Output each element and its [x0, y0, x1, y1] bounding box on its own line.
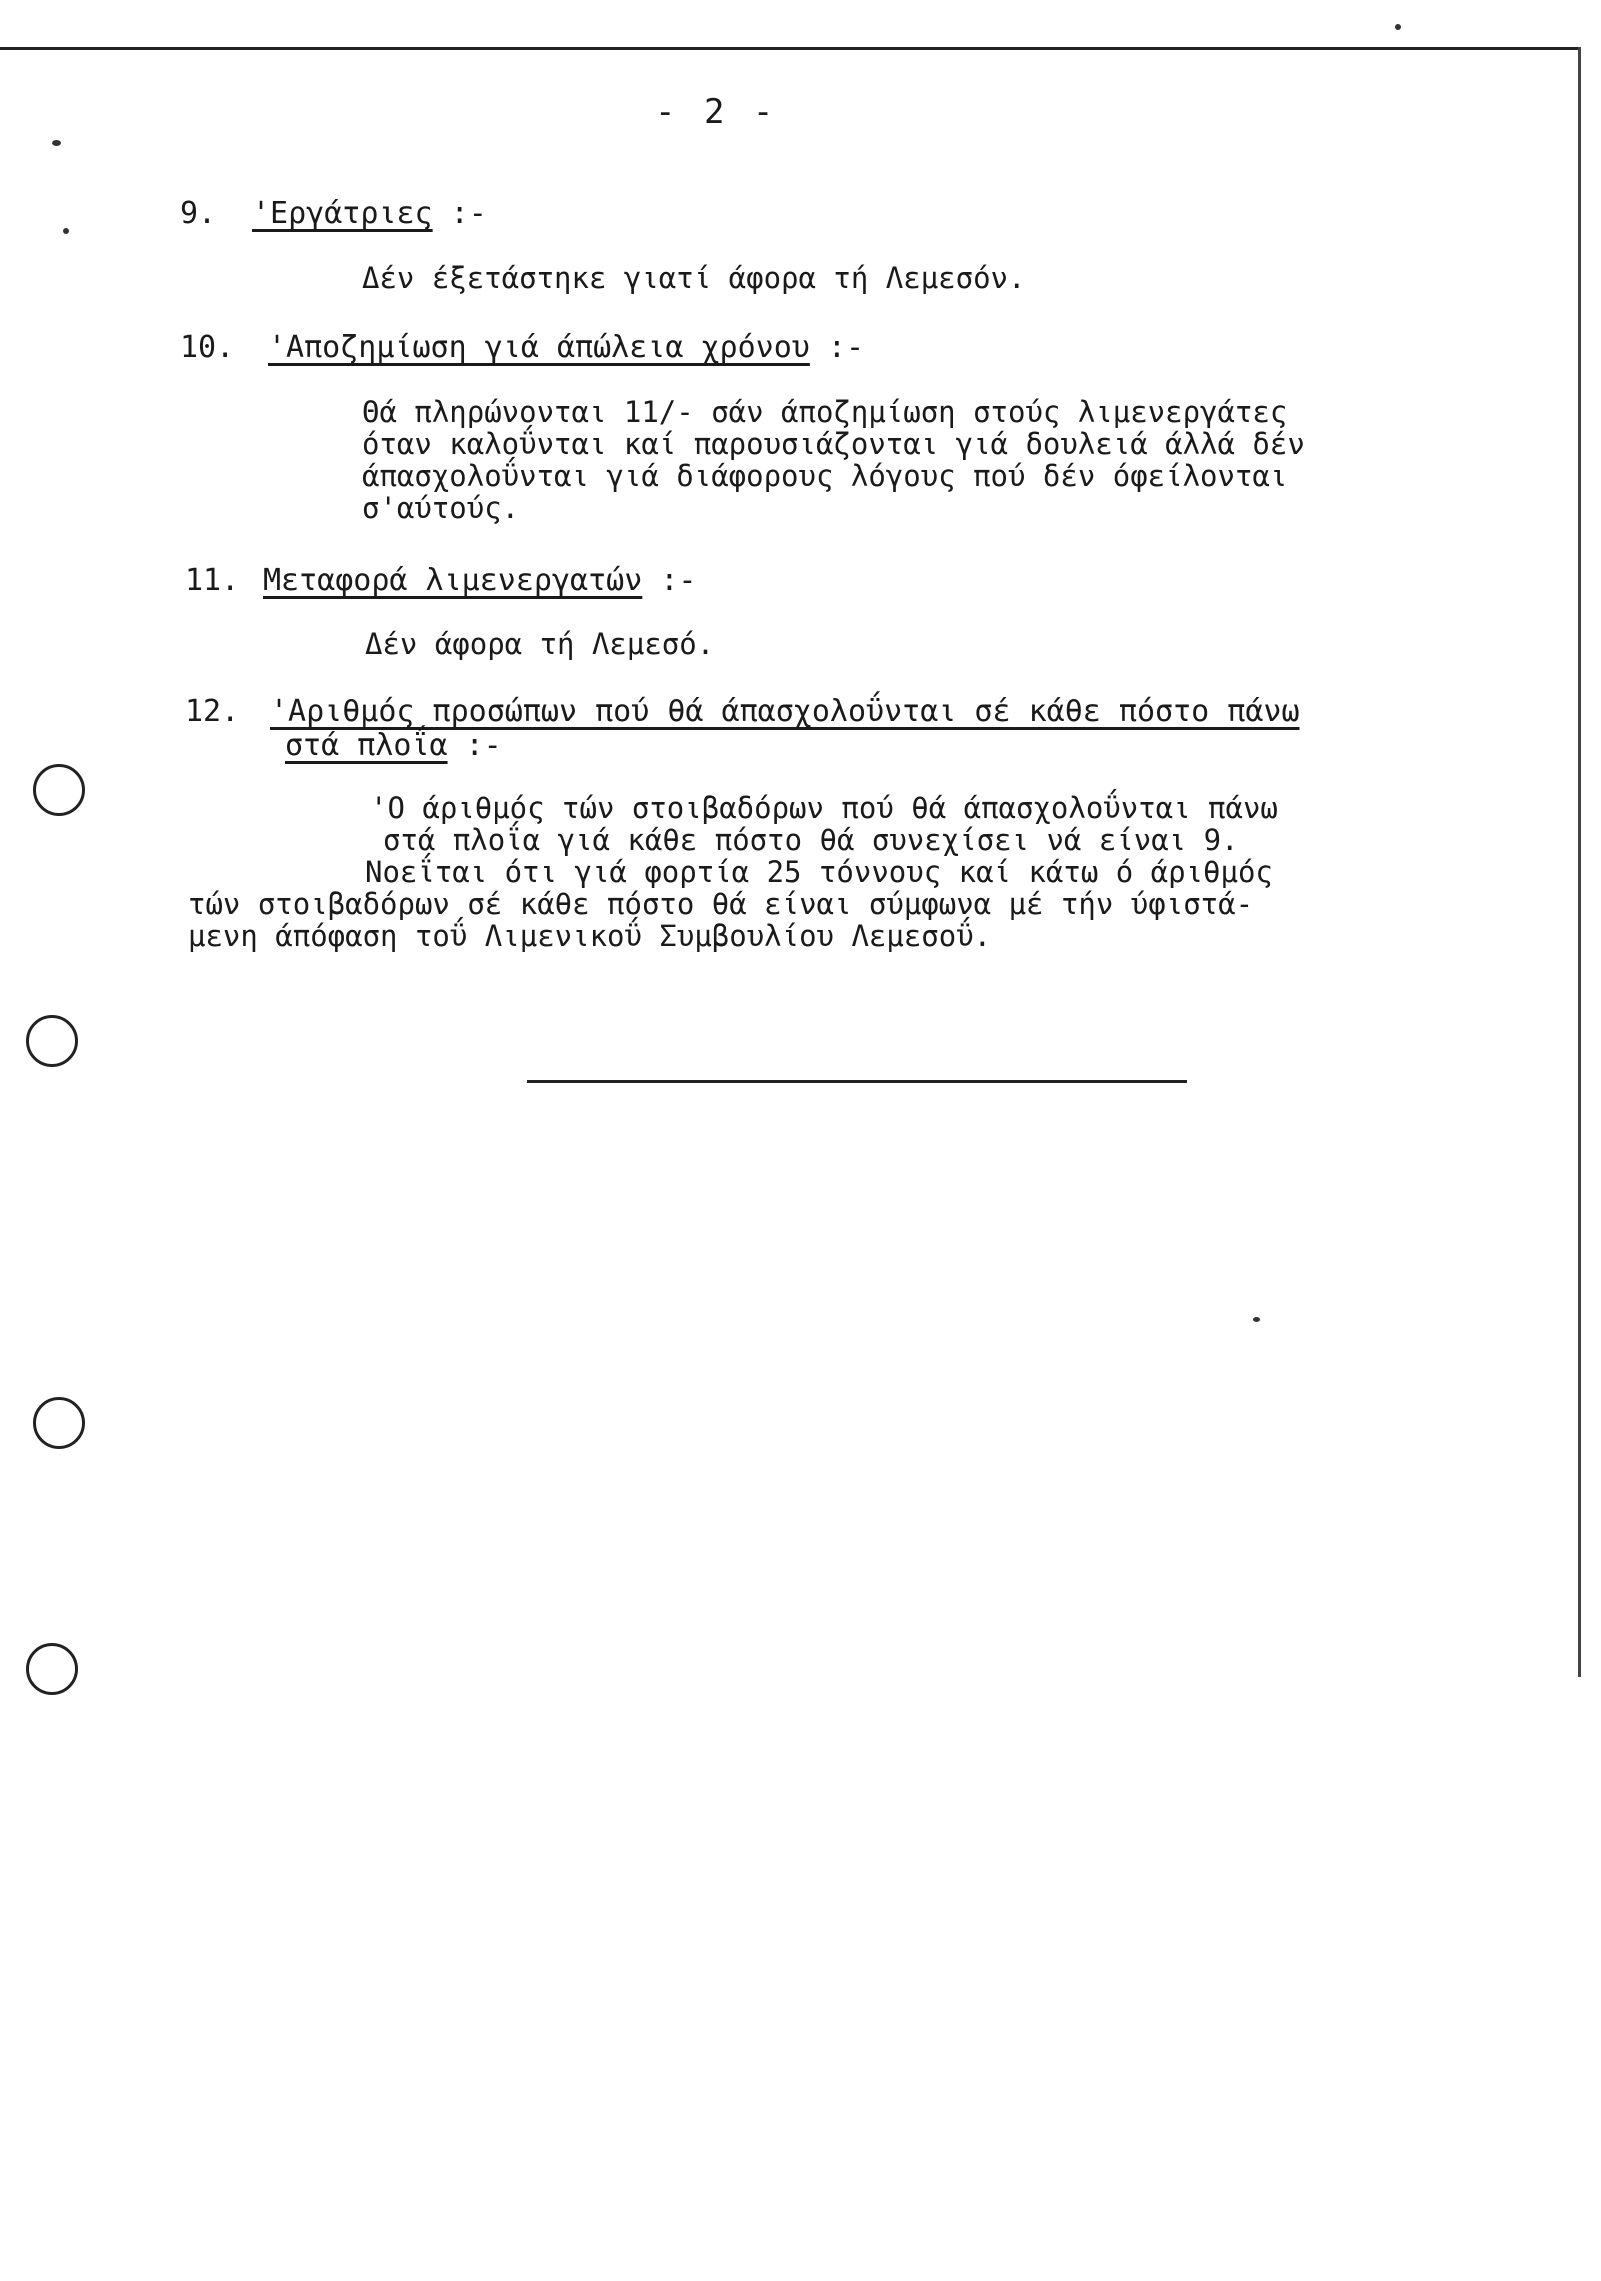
- punch-hole-4: [26, 1643, 78, 1695]
- section-number: 9.: [180, 196, 217, 231]
- closing-rule: [527, 1080, 1187, 1083]
- section-heading: [268, 330, 864, 365]
- scan-speck: [1395, 24, 1401, 30]
- top-border-line: [0, 47, 1578, 50]
- paragraph-line: μενη άπόφαση τοΰ Λιμενικοΰ Συμβουλίου Λεμεσοΰ.: [188, 919, 992, 953]
- paragraph-line: Νοεΐται ότι γιά φορτία 25 τόννους καί κάτω ό άριθμός: [365, 855, 1273, 889]
- heading-suffix: :-: [447, 728, 502, 763]
- punch-hole-1: [33, 764, 85, 816]
- paragraph-line: Θά πληρώνονται 11/- σάν άποζημίωση στούς λιμενεργάτες: [362, 395, 1288, 429]
- section-heading: [270, 694, 1300, 729]
- paragraph-line: Δέν άφορα τή Λεμεσό.: [365, 627, 715, 661]
- heading-suffix: :-: [432, 196, 487, 231]
- section-heading: [252, 196, 487, 231]
- section-heading-continued: [285, 728, 502, 763]
- section-number: 12.: [185, 694, 240, 729]
- punch-hole-2: [26, 1015, 78, 1067]
- right-border-line: [1578, 47, 1581, 1677]
- paragraph-line: όταν καλοΰνται καί παρουσιάζονται γιά δουλειά άλλά δέν: [362, 427, 1305, 461]
- page-number: - 2 -: [655, 92, 778, 132]
- paragraph-line: σ'αύτούς.: [362, 491, 520, 525]
- paragraph-line: στά πλοΐα γιά κάθε πόστο θά συνεχίσει νά είναι 9.: [383, 823, 1239, 857]
- scan-speck: [1253, 1317, 1260, 1322]
- section-heading-text: στά πλοΐα: [285, 728, 448, 763]
- paragraph-line: άπασχολοΰνται γιά διάφορους λόγους πού δέν όφείλονται: [362, 459, 1288, 493]
- section-heading-text: Μεταφορά λιμενεργατών: [263, 563, 643, 598]
- section-heading-text: 'Αποζημίωση γιά άπώλεια χρόνου: [268, 330, 810, 365]
- section-heading-text: 'Αριθμός προσώπων πού θά άπασχολοΰνται σέ κάθε πόστο πάνω: [270, 694, 1300, 729]
- scan-speck: [63, 228, 69, 234]
- section-heading: [263, 563, 696, 598]
- section-heading-text: 'Εργάτριες: [252, 196, 433, 231]
- section-number: 10.: [180, 330, 235, 365]
- section-number: 11.: [185, 563, 240, 598]
- scan-speck: [52, 140, 61, 146]
- heading-suffix: :-: [642, 563, 697, 598]
- paragraph-line: Δέν έξετάστηκε γιατί άφορα τή Λεμεσόν.: [362, 261, 1026, 295]
- heading-suffix: :-: [809, 330, 865, 365]
- paragraph-line: τών στοιβαδόρων σέ κάθε πόστο θά είναι σύμφωνα μέ τήν ύφιστά-: [188, 887, 1254, 921]
- punch-hole-3: [33, 1397, 85, 1449]
- paragraph-line: 'Ο άριθμός τών στοιβαδόρων πού θά άπασχολοΰνται πάνω: [370, 791, 1278, 825]
